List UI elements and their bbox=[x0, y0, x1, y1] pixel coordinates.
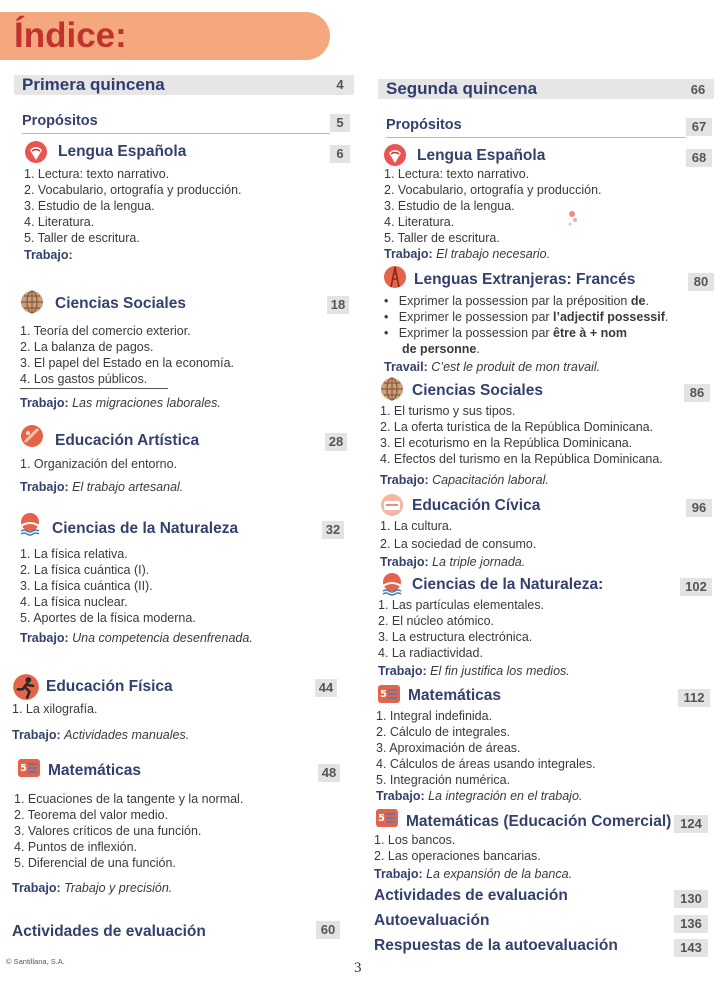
page-number: 60 bbox=[316, 921, 340, 939]
subject-educacion-fisica: Educación Física bbox=[46, 678, 173, 695]
subject-educacion-artistica: Educación Artística bbox=[55, 432, 200, 449]
list-item: 2. La física cuántica (I). bbox=[20, 563, 150, 577]
page-number: 124 bbox=[674, 815, 708, 833]
science-icon bbox=[380, 572, 404, 596]
list-item: 3. Estudio de la lengua. bbox=[384, 199, 515, 213]
list-item: 4. Cálculos de áreas usando integrales. bbox=[376, 757, 596, 771]
propositos-heading: Propósitos bbox=[22, 113, 98, 129]
trabajo-label: Trabajo: bbox=[24, 248, 73, 262]
trabajo-label: Trabajo: bbox=[384, 247, 433, 261]
list-item: 2. Las operaciones bancarias. bbox=[374, 849, 541, 863]
subject-ciencias-sociales: Ciencias Sociales bbox=[55, 295, 186, 312]
trabajo-line bbox=[12, 728, 189, 743]
math-icon bbox=[374, 682, 404, 706]
autoevaluacion: Autoevaluación bbox=[374, 912, 490, 929]
trabajo-line bbox=[20, 396, 221, 411]
trabajo-title: La expansión de la banca. bbox=[426, 867, 573, 881]
subject-ciencias-naturaleza: Ciencias de la Naturaleza: bbox=[412, 576, 604, 593]
trabajo-label: Trabajo: bbox=[12, 728, 61, 742]
palette-icon bbox=[20, 424, 44, 448]
list-item: 4. Los gastos públicos. bbox=[20, 372, 148, 386]
eiffel-tower-icon bbox=[383, 265, 407, 289]
trabajo-title: La triple jornada. bbox=[432, 555, 526, 569]
trabajo-title: La integración en el trabajo. bbox=[428, 789, 583, 803]
list-item: • Exprimer la possession par être à + nom bbox=[384, 326, 628, 340]
respuestas-autoevaluacion: Respuestas de la autoevaluación bbox=[374, 937, 618, 954]
trabajo-line bbox=[380, 555, 525, 570]
trabajo-line bbox=[384, 360, 600, 375]
mouth-icon bbox=[383, 143, 407, 167]
subject-educacion-civica: Educación Cívica bbox=[412, 497, 541, 514]
list-item-continuation: de personne. bbox=[402, 342, 480, 356]
actividades-evaluacion: Actividades de evaluación bbox=[374, 887, 568, 904]
science-icon bbox=[18, 512, 42, 536]
trabajo-title: Las migraciones laborales. bbox=[72, 396, 221, 410]
list-item: 5. Diferencial de una función. bbox=[14, 856, 176, 870]
trabajo-line bbox=[20, 631, 253, 646]
trabajo-title: Actividades manuales. bbox=[64, 728, 190, 742]
runner-icon bbox=[12, 673, 40, 701]
list-item: 4. Efectos del turismo en la República Dominicana. bbox=[380, 452, 663, 466]
globe-icon bbox=[20, 290, 44, 314]
list-item: 1. El turismo y sus tipos. bbox=[380, 404, 516, 418]
list-item: 4. Literatura. bbox=[24, 215, 95, 229]
list-item: 2. La balanza de pagos. bbox=[20, 340, 154, 354]
page-number: 102 bbox=[680, 578, 712, 596]
list-item: 5. Integración numérica. bbox=[376, 773, 511, 787]
globe-icon bbox=[380, 377, 404, 401]
trabajo-label: Trabajo: bbox=[20, 396, 69, 410]
divider bbox=[22, 133, 330, 134]
page-number: 5 bbox=[330, 114, 350, 132]
list-item: 4. La radiactividad. bbox=[378, 646, 483, 660]
civic-icon bbox=[380, 493, 404, 517]
page-number: 143 bbox=[674, 939, 708, 957]
list-item: • Exprimer le possession par l’adjectif possessif. bbox=[384, 310, 669, 324]
page-number: 80 bbox=[688, 273, 714, 291]
page-number: 32 bbox=[322, 521, 344, 539]
list-item: 1. Organización del entorno. bbox=[20, 457, 178, 471]
list-item: 4. Puntos de inflexión. bbox=[14, 840, 137, 854]
trabajo-title: Trabajo y precisión. bbox=[64, 881, 173, 895]
list-item: 2. Vocabulario, ortografía y producción. bbox=[384, 183, 602, 197]
list-item: 3. Estudio de la lengua. bbox=[24, 199, 155, 213]
subject-frances: Lenguas Extranjeras: Francés bbox=[414, 271, 636, 288]
subject-matematicas: Matemáticas bbox=[48, 762, 142, 779]
trabajo-label: Trabajo: bbox=[20, 631, 69, 645]
list-item: 5. Aportes de la física moderna. bbox=[20, 611, 196, 625]
page-number: 67 bbox=[686, 118, 712, 136]
trabajo-label: Trabajo: bbox=[376, 789, 425, 803]
subject-lengua-espanola: Lengua Española bbox=[417, 147, 546, 164]
page-number: 112 bbox=[678, 689, 710, 707]
page-number: 130 bbox=[674, 890, 708, 908]
list-item: 2. La sociedad de consumo. bbox=[380, 537, 537, 551]
list-item: 1. Lectura: texto narrativo. bbox=[384, 167, 530, 181]
list-item: 1. Integral indefinida. bbox=[376, 709, 493, 723]
page-number: 28 bbox=[325, 433, 347, 451]
subject-matematicas: Matemáticas bbox=[408, 687, 502, 704]
list-item: 2. Vocabulario, ortografía y producción. bbox=[24, 183, 242, 197]
subject-ciencias-naturaleza: Ciencias de la Naturaleza bbox=[52, 520, 239, 537]
page-number-footer: 3 bbox=[354, 960, 362, 976]
divider bbox=[20, 388, 168, 389]
math-icon bbox=[14, 756, 44, 780]
subject-matematicas-comercial: Matemáticas (Educación Comercial) bbox=[406, 813, 672, 830]
page-number: 136 bbox=[674, 915, 708, 933]
propositos-heading: Propósitos bbox=[386, 117, 462, 133]
list-item: 1. La xilografía. bbox=[12, 702, 98, 716]
list-item: 3. El papel del Estado en la economía. bbox=[20, 356, 235, 370]
trabajo-label: Trabajo: bbox=[378, 664, 427, 678]
page-number: 44 bbox=[315, 679, 337, 697]
page-number: 6 bbox=[330, 145, 350, 163]
trabajo-line bbox=[378, 664, 570, 679]
list-item: 1. Lectura: texto narrativo. bbox=[24, 167, 170, 181]
page-title: Índice: bbox=[14, 16, 127, 55]
divider bbox=[386, 137, 686, 138]
mouth-icon bbox=[24, 140, 48, 164]
trabajo-title: El trabajo necesario. bbox=[436, 247, 551, 261]
trabajo-line bbox=[380, 473, 549, 488]
list-item: 3. El ecoturismo en la República Dominicana. bbox=[380, 436, 633, 450]
page-number: 4 bbox=[336, 77, 344, 92]
section-title-primera: Primera quincena bbox=[22, 75, 165, 94]
subject-ciencias-sociales: Ciencias Sociales bbox=[412, 382, 543, 399]
list-item: 1. Las partículas elementales. bbox=[378, 598, 545, 612]
math-icon bbox=[372, 806, 402, 830]
list-item: 5. Taller de escritura. bbox=[384, 231, 500, 245]
trabajo-title: Capacitación laboral. bbox=[432, 473, 549, 487]
list-item: 1. Teoría del comercio exterior. bbox=[20, 324, 191, 338]
trabajo-line bbox=[12, 881, 172, 896]
subject-lengua-espanola: Lengua Española bbox=[58, 143, 187, 160]
page-number: 66 bbox=[690, 82, 706, 97]
copyright: © Santillana, S.A. bbox=[6, 957, 65, 966]
page-number: 96 bbox=[686, 499, 712, 517]
trabajo-line bbox=[376, 789, 582, 804]
list-item: • Exprimer la possession par la préposition de. bbox=[384, 294, 649, 308]
trabajo-label: Travail: bbox=[384, 360, 428, 374]
trabajo-title: Una competencia desenfrenada. bbox=[72, 631, 253, 645]
page-number: 48 bbox=[318, 764, 340, 782]
section-title-segunda: Segunda quincena bbox=[386, 79, 538, 98]
list-item: 2. El núcleo atómico. bbox=[378, 614, 495, 628]
trabajo-title: El trabajo artesanal. bbox=[72, 480, 184, 494]
list-item: 4. Literatura. bbox=[384, 215, 455, 229]
trabajo-label: Trabajo: bbox=[380, 555, 429, 569]
list-item: 3. Valores críticos de una función. bbox=[14, 824, 202, 838]
list-item: 5. Taller de escritura. bbox=[24, 231, 140, 245]
trabajo-label: Trabajo: bbox=[12, 881, 61, 895]
trabajo-line bbox=[374, 867, 572, 882]
list-item: 4. La física nuclear. bbox=[20, 595, 128, 609]
page-number: 86 bbox=[684, 384, 710, 402]
list-item: 2. La oferta turística de la República Dominicana. bbox=[380, 420, 654, 434]
trabajo-title: El fin justifica los medios. bbox=[430, 664, 570, 678]
list-item: 2. Teorema del valor medio. bbox=[14, 808, 169, 822]
trabajo-line bbox=[20, 480, 183, 495]
list-item: 1. La cultura. bbox=[380, 519, 453, 533]
list-item: 1. Los bancos. bbox=[374, 833, 456, 847]
trabajo-line bbox=[24, 248, 73, 263]
list-item: 2. Cálculo de integrales. bbox=[376, 725, 511, 739]
trabajo-label: Trabajo: bbox=[380, 473, 429, 487]
trabajo-label: Trabajo: bbox=[374, 867, 423, 881]
list-item: 3. La física cuántica (II). bbox=[20, 579, 153, 593]
list-item: 3. Aproximación de áreas. bbox=[376, 741, 521, 755]
trabajo-label: Trabajo: bbox=[20, 480, 69, 494]
list-item: 1. Ecuaciones de la tangente y la normal. bbox=[14, 792, 244, 806]
page-number: 68 bbox=[686, 149, 712, 167]
page-number: 18 bbox=[327, 296, 349, 314]
list-item: 1. La física relativa. bbox=[20, 547, 128, 561]
list-item: 3. La estructura electrónica. bbox=[378, 630, 533, 644]
ink-speck bbox=[566, 208, 580, 230]
actividades-evaluacion: Actividades de evaluación bbox=[12, 923, 206, 940]
trabajo-line bbox=[384, 247, 550, 262]
trabajo-title: C’est le produit de mon travail. bbox=[431, 360, 601, 374]
